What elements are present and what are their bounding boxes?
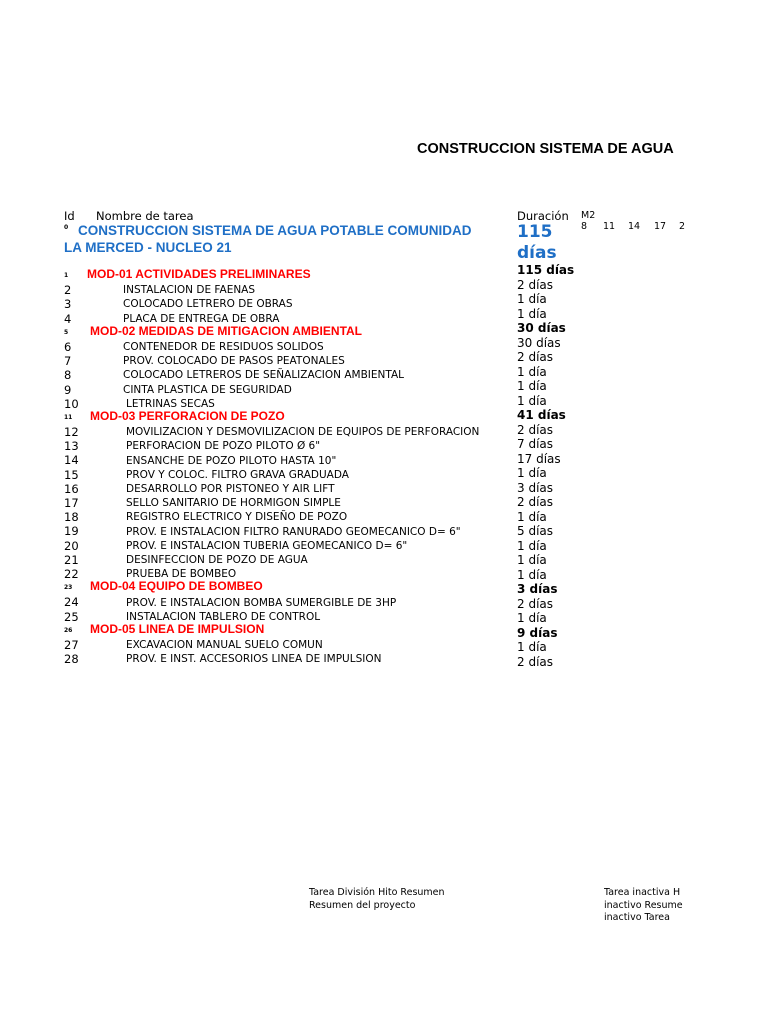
legend-text: inactivo Tarea — [604, 912, 670, 923]
task-id: 6 — [64, 339, 72, 354]
task-duration: 1 día — [517, 292, 547, 306]
task-name: CINTA PLASTICA DE SEGURIDAD — [123, 383, 292, 396]
task-name: DESINFECCION DE POZO DE AGUA — [126, 554, 308, 566]
id-column — [64, 269, 79, 666]
task-id: 7 — [64, 354, 72, 369]
task-duration: 1 día — [517, 567, 547, 582]
task-name: INSTALACION TABLERO DE CONTROL — [126, 610, 321, 623]
legend-text: Tarea inactiva H — [604, 887, 681, 898]
column-header-id: Id — [64, 209, 75, 223]
task-id: 11 — [64, 413, 73, 421]
task-id: 28 — [64, 652, 79, 667]
task-id: 23 — [64, 584, 73, 592]
task-name: COLOCADO LETREROS DE SEÑALIZACION AMBIENTAL — [123, 369, 405, 382]
timeline-day: 17 — [654, 221, 667, 232]
task-duration: 1 día — [517, 640, 547, 654]
summary-task-name: MOD-03 PERFORACION DE POZO — [90, 409, 285, 423]
task-name: ENSANCHE DE POZO PILOTO HASTA 10" — [126, 454, 337, 467]
task-name: CONTENEDOR DE RESIDUOS SOLIDOS — [123, 341, 324, 353]
task-name: EXCAVACION MANUAL SUELO COMUN — [126, 639, 323, 652]
timeline-day: 14 — [628, 221, 641, 232]
task-duration: 1 día — [517, 553, 547, 567]
timeline-day: 8 — [581, 221, 588, 232]
task-name: PRUEBA DE BOMBEO — [126, 568, 237, 581]
task-duration: 3 días — [517, 480, 554, 495]
project-name — [64, 222, 472, 256]
task-name: PROV. E INSTALACION FILTRO RANURADO GEOMECANICO D= 6" — [126, 525, 461, 538]
task-name: DESARROLLO POR PISTONEO Y AIR LIFT — [126, 483, 335, 495]
task-duration: 115 días — [517, 263, 575, 277]
project-name-line1: CONSTRUCCION SISTEMA DE AGUA POTABLE COMUNIDAD — [78, 223, 472, 238]
duration-column — [517, 263, 574, 669]
task-id: 19 — [64, 524, 79, 539]
task-id: 17 — [64, 496, 79, 510]
task-name: PLACA DE ENTREGA DE OBRA — [123, 312, 280, 325]
task-duration: 30 días — [517, 335, 561, 350]
task-id: 13 — [64, 439, 79, 454]
task-duration: 1 día — [517, 379, 547, 393]
task-duration: 1 día — [517, 611, 547, 625]
task-duration: 2 días — [517, 422, 554, 437]
task-duration: 7 días — [517, 437, 554, 451]
summary-task-name: MOD-02 MEDIDAS DE MITIGACION AMBIENTAL — [90, 323, 362, 338]
task-id: 25 — [64, 609, 79, 624]
task-id: 15 — [64, 467, 79, 482]
task-id: 5 — [64, 328, 69, 336]
task-id: 14 — [64, 453, 79, 468]
task-id: 24 — [64, 595, 79, 610]
task-id: 2 — [64, 283, 72, 298]
task-duration: 9 días — [517, 625, 558, 640]
task-duration: 1 día — [517, 393, 547, 408]
timeline-day: 2 — [679, 221, 686, 232]
summary-task-name: MOD-05 LINEA DE IMPULSION — [90, 622, 265, 636]
task-duration: 2 días — [517, 350, 554, 364]
task-duration: 1 día — [517, 466, 547, 480]
task-duration: 1 día — [517, 364, 547, 379]
column-header-name: Nombre de tarea — [96, 209, 194, 223]
summary-task-name: MOD-01 ACTIVIDADES PRELIMINARES — [87, 267, 311, 281]
task-id: 20 — [64, 538, 79, 553]
task-id: 4 — [64, 311, 72, 326]
task-name: SELLO SANITARIO DE HORMIGON SIMPLE — [126, 497, 341, 510]
task-duration: 17 días — [517, 451, 561, 466]
legend-text: Resumen del proyecto — [309, 899, 416, 911]
project-duration-value: 115 — [517, 222, 553, 242]
task-id: 21 — [64, 552, 79, 567]
task-duration: 2 días — [517, 596, 554, 611]
task-duration: 2 días — [517, 654, 554, 669]
task-duration: 3 días — [517, 582, 558, 596]
task-id: 12 — [64, 425, 79, 440]
project-id: 0 — [64, 224, 69, 231]
task-duration: 5 días — [517, 524, 554, 538]
task-name: REGISTRO ELECTRICO Y DISEÑO DE POZO — [126, 511, 348, 524]
column-header-duration: Duración — [517, 209, 569, 223]
task-id: 22 — [64, 566, 79, 581]
task-name: PROV. COLOCADO DE PASOS PEATONALES — [123, 355, 345, 368]
task-duration: 30 días — [517, 321, 566, 335]
project-duration-unit: días — [517, 243, 557, 263]
timeline-day: 11 — [603, 221, 616, 232]
task-duration: 41 días — [517, 408, 566, 422]
legend-right — [604, 887, 688, 925]
task-id: 26 — [64, 626, 73, 634]
task-id: 18 — [64, 510, 79, 525]
task-id: 1 — [64, 272, 69, 279]
legend-text: Tarea División Hito Resumen — [309, 887, 445, 898]
task-id: 8 — [64, 368, 72, 383]
task-duration: 1 día — [517, 306, 547, 321]
task-duration: 1 día — [517, 538, 547, 553]
task-duration: 1 día — [517, 509, 547, 524]
page-title: CONSTRUCCION SISTEMA DE AGUA — [417, 141, 674, 157]
task-duration: 2 días — [517, 277, 554, 292]
legend-left — [309, 887, 445, 912]
task-id: 3 — [64, 297, 72, 312]
task-name: PERFORACION DE POZO PILOTO Ø 6" — [126, 440, 321, 453]
legend-text: inactivo Resume — [604, 899, 683, 911]
task-name: MOVILIZACION Y DESMOVILIZACION DE EQUIPOS DE PERFORACION — [126, 426, 480, 439]
project-name-line2: LA MERCED - NUCLEO 21 — [64, 240, 232, 255]
task-id: 27 — [64, 637, 79, 652]
task-name: PROV. E INSTALACION BOMBA SUMERGIBLE DE 3HP — [126, 596, 397, 609]
task-id: 9 — [64, 382, 72, 397]
task-name: LETRINAS SECAS — [126, 397, 215, 410]
task-name: INSTALACION DE FAENAS — [123, 284, 256, 297]
task-name: COLOCADO LETRERO DE OBRAS — [123, 298, 293, 311]
timeline-month: M2 — [581, 210, 596, 221]
summary-task-name: MOD-04 EQUIPO DE BOMBEO — [90, 579, 263, 594]
task-id: 16 — [64, 481, 79, 496]
project-duration — [517, 222, 557, 264]
task-duration: 2 días — [517, 495, 554, 509]
task-id: 10 — [64, 396, 79, 411]
task-name: PROV. E INST. ACCESORIOS LINEA DE IMPULSION — [126, 653, 382, 666]
task-name: PROV Y COLOC. FILTRO GRAVA GRADUADA — [126, 468, 349, 481]
task-name: PROV. E INSTALACION TUBERIA GEOMECANICO D= 6" — [126, 539, 408, 552]
